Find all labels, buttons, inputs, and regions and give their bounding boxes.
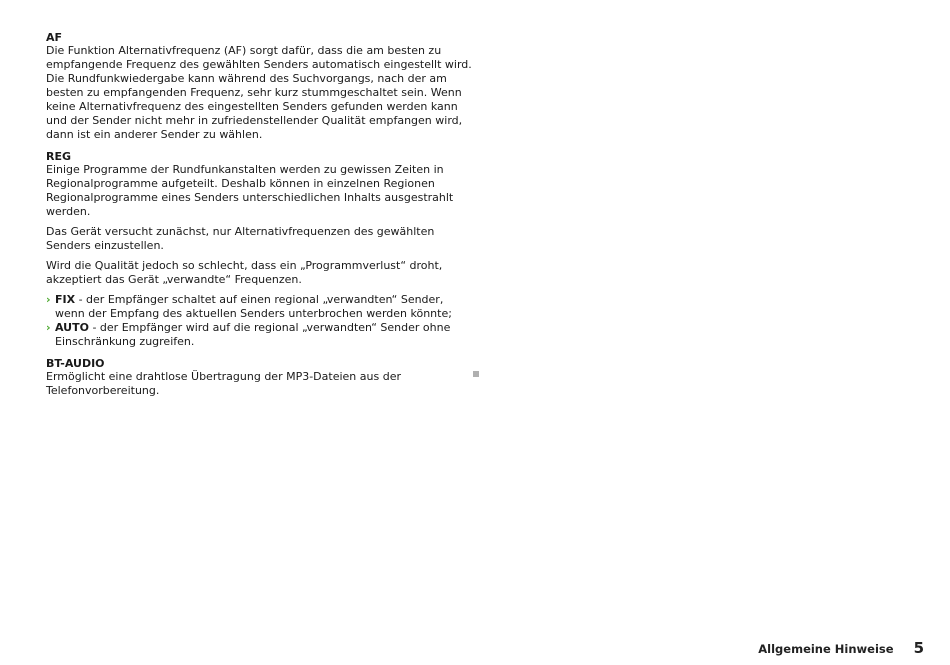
footer-chapter-title: Allgemeine Hinweise	[758, 642, 894, 656]
chevron-right-icon: ›	[46, 293, 51, 306]
page-footer	[758, 639, 924, 657]
af-paragraph: Die Funktion Alternativfrequenz (AF) sorgt dafür, dass die am besten zu empfangende Frequenz des gewählten Senders automatisch eingestellt wird. Die Rundfunkwiedergabe kann während des Suchvorgangs, nach der am besten zu empfangenden Frequenz, sehr kurz stummgeschaltet sein. Wenn keine Alternativfrequenz des eingestellten Senders gefunden werden kann und der Sender nicht mehr in zufriedenstellender Qualität empfangen wird, dann ist ein anderer Sender zu wählen.	[46, 44, 472, 141]
reg-paragraph-1: Einige Programme der Rundfunkanstalten werden zu gewissen Zeiten in Regionalprogramme aufgeteilt. Deshalb können in einzelnen Regionen Regionalprogramme eines Senders unterschiedlichen Inhalts ausgestrahlt werden.	[46, 163, 454, 218]
reg-paragraph-2: Das Gerät versucht zunächst, nur Alternativfrequenzen des gewählten Senders einzustellen.	[46, 225, 435, 252]
reg-bullet-list	[46, 293, 476, 349]
bullet-term-fix: FIX	[55, 293, 76, 306]
section-reg	[46, 150, 476, 349]
main-text-column	[46, 31, 476, 406]
section-heading-af: AF	[46, 31, 63, 44]
reg-paragraph-3: Wird die Qualität jedoch so schlecht, dass ein „Programmverlust“ droht, akzeptiert das Gerät „verwandte“ Frequenzen.	[46, 259, 443, 286]
list-item-fix	[46, 293, 476, 321]
section-end-mark-icon	[473, 371, 479, 377]
section-bt-audio	[46, 357, 476, 398]
bullet-text-fix: - der Empfänger schaltet auf einen regional „verwandten“ Sender, wenn der Empfang des aktuellen Senders unterbrochen werden könnte;	[55, 293, 452, 320]
list-item-auto	[46, 321, 476, 349]
page-number: 5	[913, 639, 924, 657]
section-af	[46, 31, 476, 142]
section-heading-bt-audio: BT-AUDIO	[46, 357, 105, 370]
chevron-right-icon: ›	[46, 321, 51, 334]
bt-audio-paragraph: Ermöglicht eine drahtlose Übertragung der MP3-Dateien aus der Telefonvorbereitung.	[46, 370, 401, 397]
bullet-term-auto: AUTO	[55, 321, 89, 334]
section-heading-reg: REG	[46, 150, 72, 163]
bullet-text-auto: - der Empfänger wird auf die regional „verwandten“ Sender ohne Einschränkung zugreifen.	[55, 321, 451, 348]
